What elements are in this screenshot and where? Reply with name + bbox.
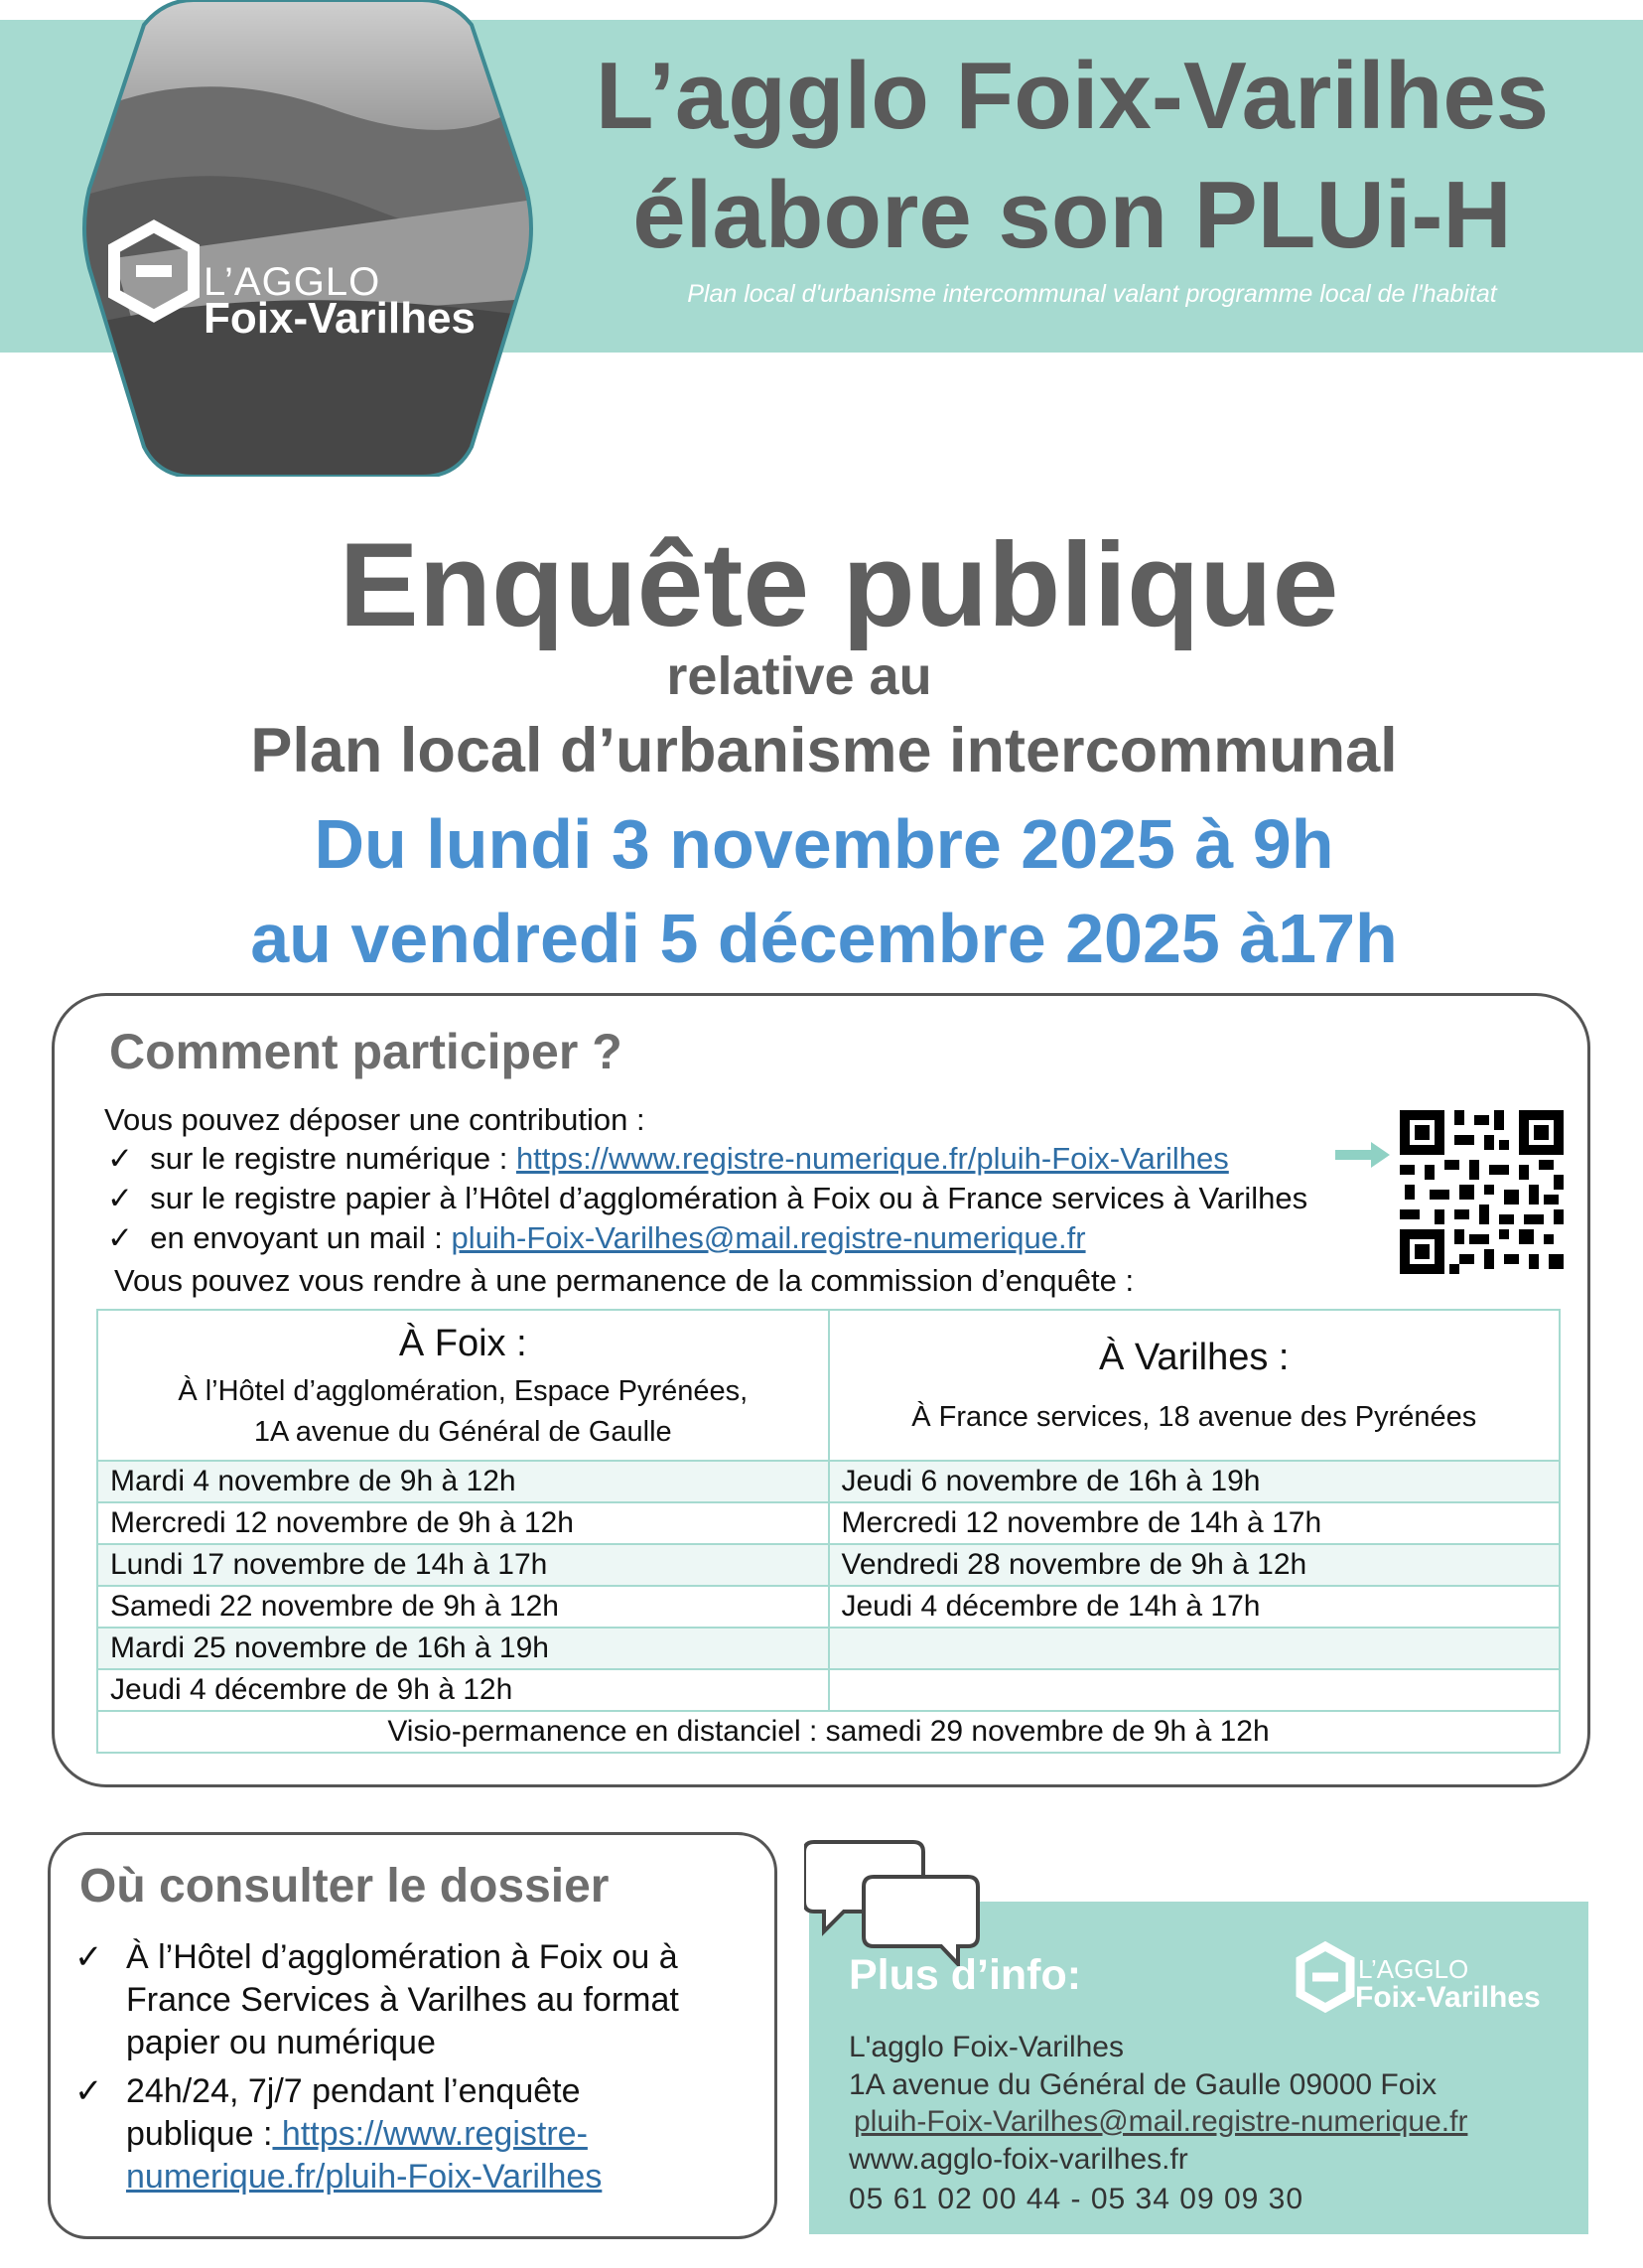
participate-title: Comment participer ? <box>109 1024 622 1079</box>
foix-header <box>97 1310 829 1461</box>
info-logo-text-agglo: L’AGGLO <box>1358 1954 1469 1984</box>
table-row <box>97 1461 1560 1502</box>
varilhes-header <box>829 1310 1561 1461</box>
page-subtitle: Plan local d'urbanisme intercommunal valant programme local de l'habitat <box>687 280 1497 308</box>
foix-slot: Samedi 22 novembre de 9h à 12h <box>97 1586 829 1628</box>
foix-slot: Mardi 4 novembre de 9h à 12h <box>97 1461 829 1502</box>
schedule-rows <box>97 1461 1560 1711</box>
consult-link[interactable]: https://www.registre- <box>272 2115 588 2153</box>
foix-slot: Lundi 17 novembre de 14h à 17h <box>97 1544 829 1586</box>
consult-check-2: ✓ <box>74 2072 103 2110</box>
hexagon-photo <box>74 0 541 477</box>
table-row <box>97 1544 1560 1586</box>
check-icon: ✓ <box>107 1220 133 1255</box>
item-label: en envoyant un mail : <box>150 1220 452 1255</box>
info-logo-text-name: Foix-Varilhes <box>1355 1981 1541 2014</box>
consult-item-2-prefix: publique : <box>126 2115 273 2153</box>
permanence-intro: Vous pouvez vous rendre à une permanence de la commission d’enquête : <box>114 1263 1135 1298</box>
info-phones: 05 61 02 00 44 - 05 34 09 09 30 <box>849 2183 1304 2215</box>
consult-item-1-line: papier ou numérique <box>126 2024 436 2061</box>
date-from: Du lundi 3 novembre 2025 à 9h <box>314 805 1334 883</box>
consult-link[interactable]: numerique.fr/pluih-Foix-Varilhes <box>126 2158 603 2196</box>
info-title: Plus d’info: <box>849 1951 1082 1999</box>
participate-item-mail <box>107 1220 1086 1256</box>
varilhes-slot: Jeudi 6 novembre de 16h à 19h <box>829 1461 1561 1502</box>
participate-item-paper <box>107 1181 1307 1216</box>
consult-item-2-line: 24h/24, 7j/7 pendant l’enquête <box>126 2072 581 2110</box>
qr-code-icon[interactable] <box>1400 1110 1564 1274</box>
varilhes-address: À France services, 18 avenue des Pyrénées <box>911 1401 1477 1433</box>
consult-item-1-line: À l’Hôtel d’agglomération à Foix ou à <box>126 1938 678 1976</box>
plan-heading: Plan local d’urbanisme intercommunal <box>250 716 1398 785</box>
table-row <box>97 1628 1560 1669</box>
item-label: sur le registre papier à l’Hôtel d’agglomération à Foix ou à France services à Varilhes <box>150 1181 1308 1215</box>
foix-slot: Mercredi 12 novembre de 9h à 12h <box>97 1502 829 1544</box>
table-row <box>97 1502 1560 1544</box>
info-email-link[interactable]: pluih-Foix-Varilhes@mail.registre-numerique.fr <box>854 2105 1468 2138</box>
page-title-line2: élabore son PLUi-H <box>632 162 1512 268</box>
date-to: au vendredi 5 décembre 2025 à17h <box>250 900 1398 977</box>
visio-row: Visio-permanence en distanciel : samedi 29 novembre de 9h à 12h <box>97 1711 1560 1753</box>
participate-item-online <box>107 1141 1229 1177</box>
arrow-right-icon <box>1335 1142 1390 1168</box>
main-heading: Enquête publique <box>339 518 1339 651</box>
email-link[interactable]: pluih-Foix-Varilhes@mail.registre-numerique.fr <box>451 1220 1086 1255</box>
foix-slot: Mardi 25 novembre de 16h à 19h <box>97 1628 829 1669</box>
foix-address-1: À l’Hôtel d’agglomération, Espace Pyrénées, <box>178 1374 749 1407</box>
participate-intro: Vous pouvez déposer une contribution : <box>104 1102 645 1137</box>
logo-text-name: Foix-Varilhes <box>204 294 476 343</box>
check-icon: ✓ <box>107 1181 133 1215</box>
relative-text: relative au <box>666 646 932 706</box>
foix-title: À Foix : <box>398 1322 527 1364</box>
logo-text-agglo: L’AGGLO <box>204 260 381 304</box>
varilhes-slot: Jeudi 4 décembre de 14h à 17h <box>829 1586 1561 1628</box>
varilhes-slot: Mercredi 12 novembre de 14h à 17h <box>829 1502 1561 1544</box>
foix-slot: Jeudi 4 décembre de 9h à 12h <box>97 1669 829 1711</box>
consult-title: Où consulter le dossier <box>79 1860 610 1913</box>
page-title-line1: L’agglo Foix-Varilhes <box>595 43 1550 149</box>
info-website[interactable]: www.agglo-foix-varilhes.fr <box>849 2143 1188 2176</box>
info-address: 1A avenue du Général de Gaulle 09000 Foix <box>849 2068 1438 2101</box>
table-row <box>97 1669 1560 1711</box>
registry-link[interactable]: https://www.registre-numerique.fr/pluih-Foix-Varilhes <box>515 1141 1229 1176</box>
consult-item-1-line: France Services à Varilhes au format <box>126 1981 679 2019</box>
table-row <box>97 1586 1560 1628</box>
consult-check-1: ✓ <box>74 1938 103 1976</box>
foix-address-2: 1A avenue du Général de Gaulle <box>253 1415 672 1448</box>
varilhes-slot <box>829 1628 1561 1669</box>
speech-bubbles-icon <box>804 1837 983 1966</box>
consult-item-1 <box>126 1936 679 2064</box>
consult-item-2 <box>126 2070 602 2198</box>
permanence-table <box>96 1309 1561 1754</box>
varilhes-title: À Varilhes : <box>1099 1337 1290 1378</box>
check-icon: ✓ <box>107 1141 133 1176</box>
varilhes-slot: Vendredi 28 novembre de 9h à 12h <box>829 1544 1561 1586</box>
varilhes-slot <box>829 1669 1561 1711</box>
item-label: sur le registre numérique : <box>150 1141 516 1176</box>
info-org: L'agglo Foix-Varilhes <box>849 2031 1124 2063</box>
